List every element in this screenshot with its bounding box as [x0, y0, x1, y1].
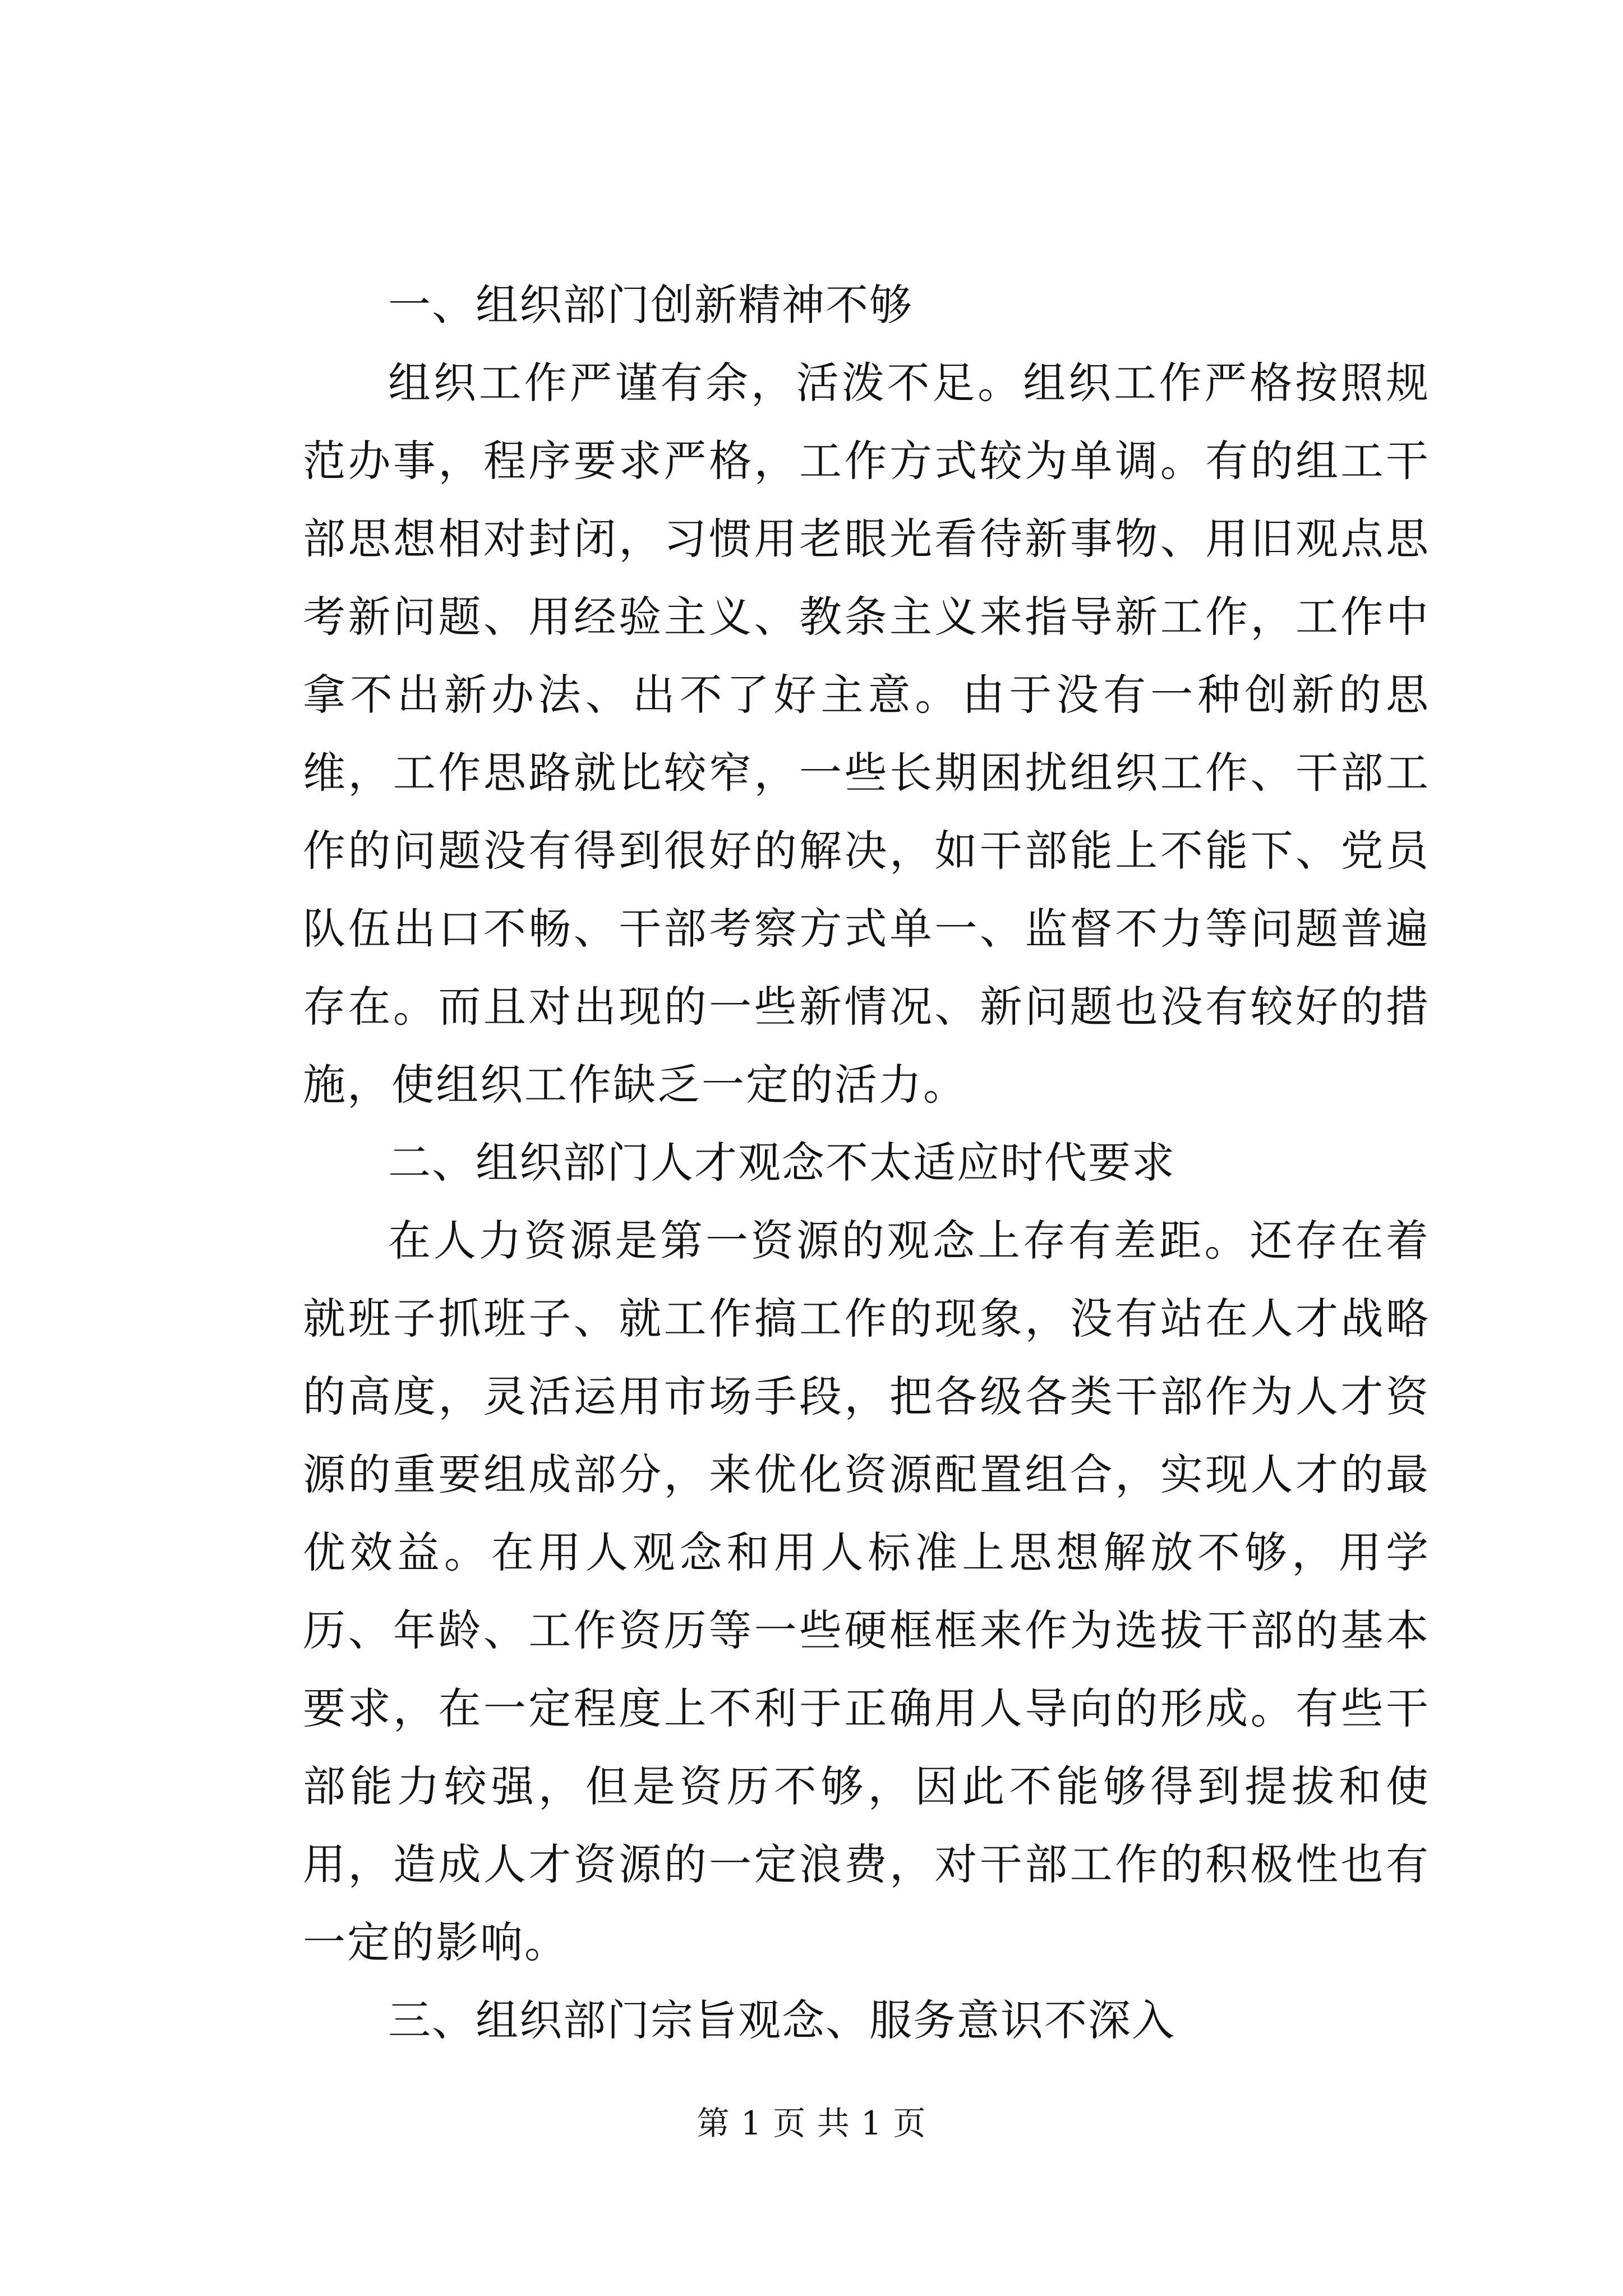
document-body	[303, 266, 1430, 2059]
section-heading-3: 三、组织部门宗旨观念、服务意识不深入	[388, 1995, 1175, 2045]
page-number-footer: 第 1 页 共 1 页	[697, 2104, 926, 2142]
section-paragraph-1: 组织工作严谨有余，活泼不足。组织工作严格按照规范办事，程序要求严格，工作方式较为单调。有的组工干部思想相对封闭，习惯用老眼光看待新事物、用旧观点思考新问题、用经验主义、教条主义来指导新工作，工作中拿不出新办法、出不了好主意。由于没有一种创新的思维，工作思路就比较窄，一些长期困扰组织工作、干部工作的问题没有得到很好的解决，如干部能上不能下、党员队伍出口不畅、干部考察方式单一、监督不力等问题普遍存在。而且对出现的一些新情况、新问题也没有较好的措施，使组织工作缺乏一定的活力。	[303, 358, 1430, 1110]
section-heading-1: 一、组织部门创新精神不够	[388, 280, 913, 330]
section-heading-2: 二、组织部门人才观念不太适应时代要求	[388, 1138, 1175, 1188]
section-paragraph-2: 在人力资源是第一资源的观念上存有差距。还存在着就班子抓班子、就工作搞工作的现象，没有站在人才战略的高度，灵活运用市场手段，把各级各类干部作为人才资源的重要组成部分，来优化资源配置组合，实现人才的最优效益。在用人观念和用人标准上思想解放不够，用学历、年龄、工作资历等一些硬框框来作为选拔干部的基本要求，在一定程度上不利于正确用人导向的形成。有些干部能力较强，但是资历不够，因此不能够得到提拔和使用，造成人才资源的一定浪费，对干部工作的积极性也有一定的影响。	[303, 1216, 1430, 1967]
